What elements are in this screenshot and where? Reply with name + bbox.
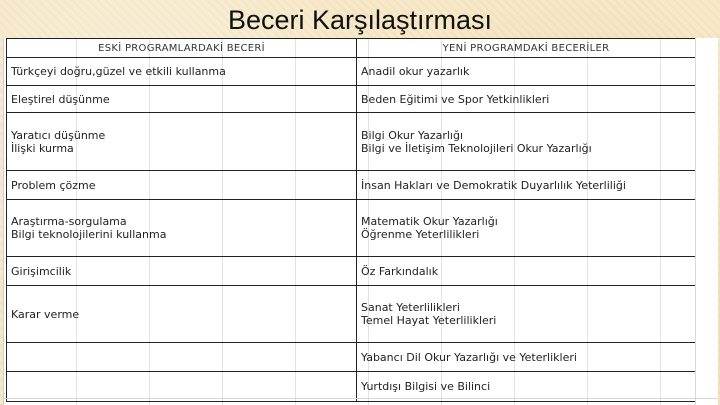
table-row <box>7 257 696 286</box>
table-row <box>7 286 696 343</box>
new-skill-text: Matematik Okur Yazarlığı <box>361 215 498 228</box>
old-skill-text: Karar verme <box>11 307 80 321</box>
old-skill-cell[interactable] <box>7 86 357 113</box>
old-skill-text: Bilgi teknolojilerini kullanma <box>11 228 167 241</box>
new-skill-text: Temel Hayat Yeterlilikleri <box>361 314 497 327</box>
table-row <box>7 86 696 113</box>
sheet-bottom-rows <box>4 398 718 405</box>
old-skill-text: İlişki kurma <box>11 141 74 155</box>
old-skill-text: Araştırma-sorgulama <box>11 215 127 228</box>
old-skill-cell[interactable] <box>7 171 357 200</box>
old-skill-text: Türkçeyi doğru,güzel ve etkili kullanma <box>11 65 226 78</box>
new-skill-text: Yurtdışı Bilgisi ve Bilinci <box>361 380 491 393</box>
slide-title: Beceri Karşılaştırması <box>227 5 493 35</box>
skills-comparison-table <box>6 38 696 402</box>
new-skill-text: Sanat Yeterlilikleri <box>361 301 460 314</box>
new-skill-text: Bilgi Okur Yazarlığı <box>361 128 464 142</box>
new-skill-text: Beden Eğitimi ve Spor Yetkinlikleri <box>361 92 550 106</box>
old-skill-cell[interactable] <box>7 343 357 372</box>
table-row <box>7 171 696 200</box>
table-body <box>7 58 696 402</box>
new-skill-text: İnsan Hakları ve Demokratik Duyarlılık Yeterliliği <box>361 178 626 192</box>
new-skill-cell[interactable] <box>357 200 696 257</box>
new-skill-text: Anadil okur yazarlık <box>361 65 470 78</box>
new-skill-cell[interactable] <box>357 58 696 86</box>
old-skill-cell[interactable] <box>7 286 357 343</box>
table-row <box>7 58 696 86</box>
new-skill-cell[interactable] <box>357 257 696 286</box>
old-skill-cell[interactable] <box>7 200 357 257</box>
old-skill-text: Eleştirel düşünme <box>11 92 110 106</box>
old-skill-text: Girişimcilik <box>11 264 72 278</box>
new-skill-cell[interactable] <box>357 171 696 200</box>
table-row <box>7 200 696 257</box>
old-skill-cell[interactable] <box>7 58 357 86</box>
header-new-skills: YENİ PROGRAMDAKİ BECERİLER <box>357 39 696 58</box>
header-old-skills: ESKİ PROGRAMLARDAKİ BECERİ <box>7 39 357 58</box>
new-skill-cell[interactable] <box>357 343 696 372</box>
new-skill-cell[interactable] <box>357 113 696 171</box>
old-skill-text: Problem çözme <box>11 178 96 192</box>
new-skill-cell[interactable] <box>357 372 696 402</box>
new-skill-cell[interactable] <box>357 86 696 113</box>
new-skill-text: Bilgi ve İletişim Teknolojileri Okur Yazarlığı <box>361 141 592 155</box>
old-skill-cell[interactable] <box>7 113 357 171</box>
old-skill-cell[interactable] <box>7 372 357 402</box>
old-skill-text: Yaratıcı düşünme <box>11 128 106 142</box>
new-skill-text: Öğrenme Yeterlilikleri <box>361 228 480 241</box>
new-skill-text: Yabancı Dil Okur Yazarlığı ve Yeterlikleri <box>361 350 577 364</box>
table-row <box>7 343 696 372</box>
table-header-row <box>7 39 696 58</box>
sheet-empty-column <box>695 38 718 405</box>
table-row <box>7 372 696 402</box>
table-row <box>7 113 696 171</box>
spreadsheet-area <box>3 38 718 405</box>
new-skill-text: Öz Farkındalık <box>361 264 439 278</box>
old-skill-cell[interactable] <box>7 257 357 286</box>
new-skill-cell[interactable] <box>357 286 696 343</box>
